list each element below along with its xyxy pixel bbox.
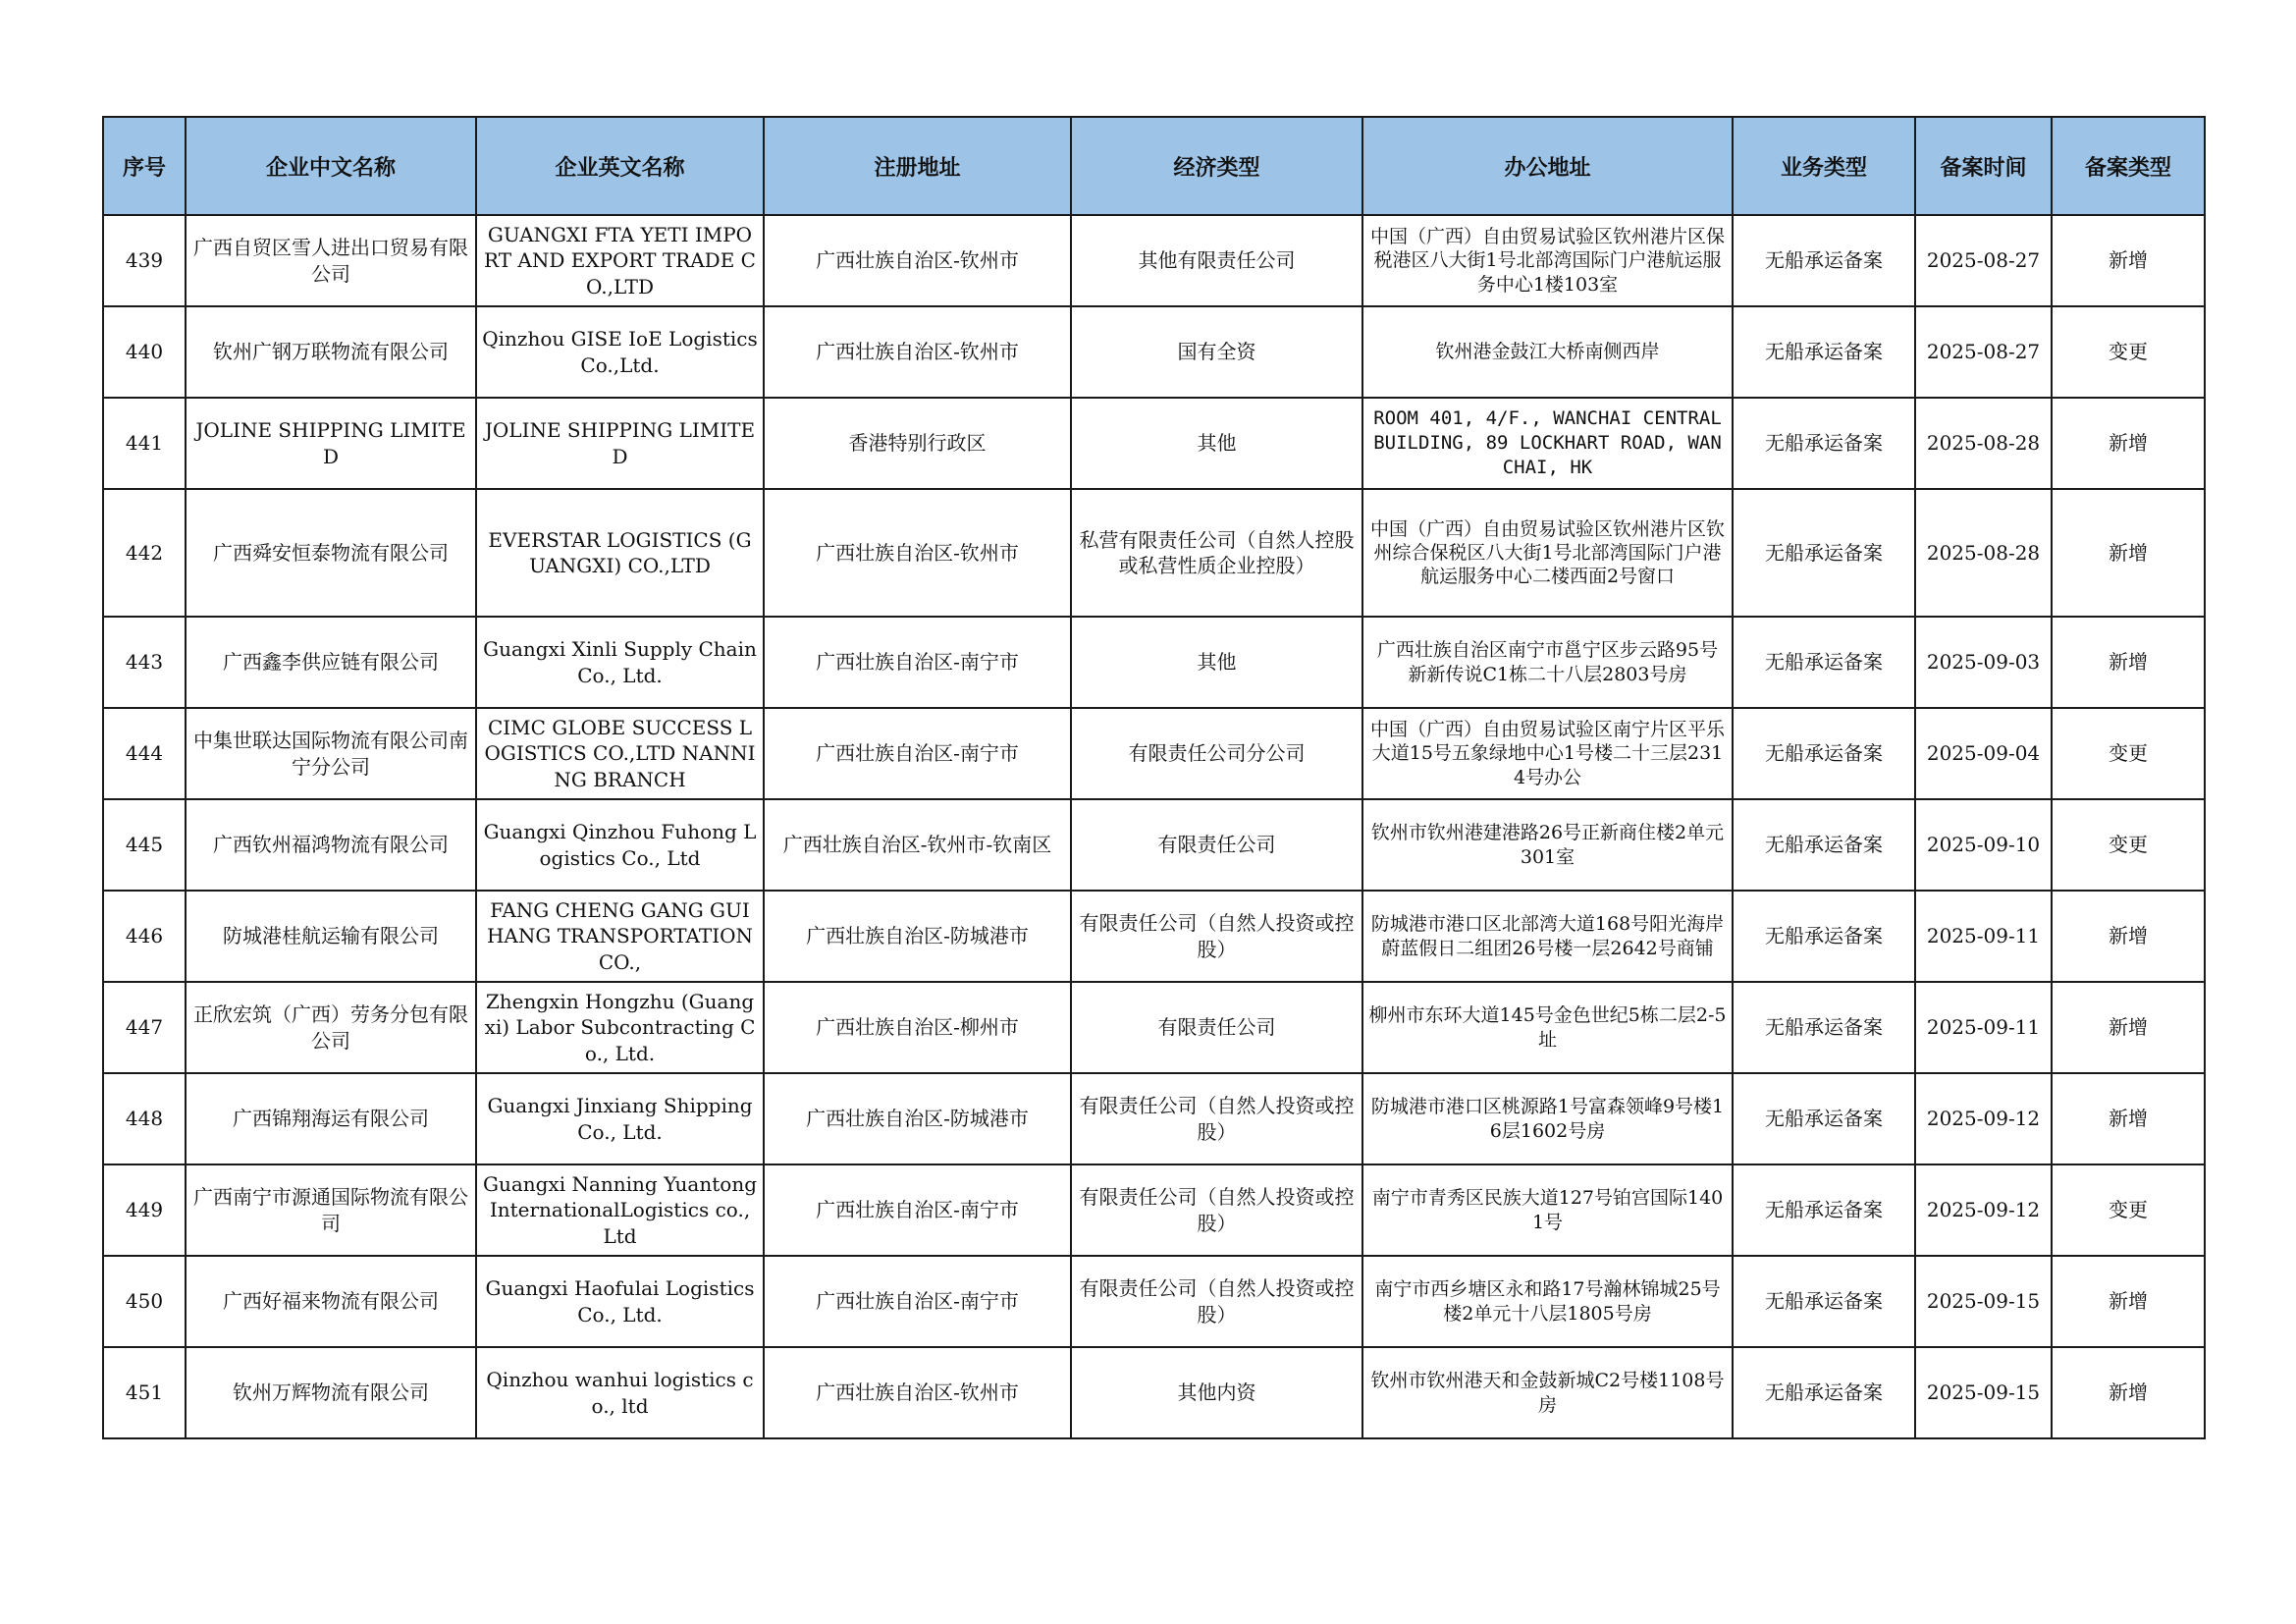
cell-no: 441: [103, 398, 186, 489]
cell-office-addr: 广西壮族自治区南宁市邕宁区步云路95号新新传说C1栋二十八层2803号房: [1362, 617, 1733, 708]
cell-name-en: Guangxi Qinzhou Fuhong Logistics Co., Ltd: [476, 799, 764, 891]
cell-no: 449: [103, 1164, 186, 1256]
cell-no: 448: [103, 1073, 186, 1164]
cell-record-type: 新增: [2052, 617, 2205, 708]
cell-reg-addr: 香港特别行政区: [764, 398, 1071, 489]
cell-biz-type: 无船承运备案: [1733, 982, 1915, 1073]
cell-name-en: EVERSTAR LOGISTICS (GUANGXI) CO.,LTD: [476, 489, 764, 617]
cell-no: 443: [103, 617, 186, 708]
cell-no: 440: [103, 306, 186, 398]
table-row: [103, 215, 2205, 306]
cell-name-cn: 广西锦翔海运有限公司: [186, 1073, 476, 1164]
cell-biz-type: 无船承运备案: [1733, 1073, 1915, 1164]
table-row: [103, 708, 2205, 799]
cell-date: 2025-09-12: [1915, 1164, 2052, 1256]
cell-name-cn: 广西自贸区雪人进出口贸易有限公司: [186, 215, 476, 306]
cell-name-cn: 广西鑫李供应链有限公司: [186, 617, 476, 708]
col-header-name-en: 企业英文名称: [476, 117, 764, 215]
col-header-reg-addr: 注册地址: [764, 117, 1071, 215]
cell-no: 447: [103, 982, 186, 1073]
cell-record-type: 新增: [2052, 982, 2205, 1073]
cell-record-type: 新增: [2052, 215, 2205, 306]
cell-name-en: Qinzhou wanhui logistics co., ltd: [476, 1347, 764, 1438]
cell-date: 2025-09-12: [1915, 1073, 2052, 1164]
cell-biz-type: 无船承运备案: [1733, 215, 1915, 306]
cell-date: 2025-08-28: [1915, 489, 2052, 617]
cell-biz-type: 无船承运备案: [1733, 1256, 1915, 1347]
cell-reg-addr: 广西壮族自治区-钦州市-钦南区: [764, 799, 1071, 891]
cell-record-type: 变更: [2052, 708, 2205, 799]
cell-econ-type: 其他内资: [1071, 1347, 1362, 1438]
cell-name-cn: 防城港桂航运输有限公司: [186, 891, 476, 982]
cell-no: 446: [103, 891, 186, 982]
cell-biz-type: 无船承运备案: [1733, 891, 1915, 982]
cell-name-en: Zhengxin Hongzhu (Guangxi) Labor Subcontracting Co., Ltd.: [476, 982, 764, 1073]
cell-date: 2025-09-15: [1915, 1347, 2052, 1438]
table-row: [103, 398, 2205, 489]
cell-record-type: 新增: [2052, 1073, 2205, 1164]
cell-date: 2025-09-11: [1915, 982, 2052, 1073]
cell-reg-addr: 广西壮族自治区-南宁市: [764, 1256, 1071, 1347]
table-row: [103, 617, 2205, 708]
cell-record-type: 新增: [2052, 1256, 2205, 1347]
cell-name-cn: 中集世联达国际物流有限公司南宁分公司: [186, 708, 476, 799]
cell-biz-type: 无船承运备案: [1733, 708, 1915, 799]
table-row: [103, 1073, 2205, 1164]
col-header-econ-type: 经济类型: [1071, 117, 1362, 215]
col-header-record-type: 备案类型: [2052, 117, 2205, 215]
cell-econ-type: 有限责任公司（自然人投资或控股）: [1071, 1256, 1362, 1347]
cell-office-addr: 钦州市钦州港天和金鼓新城C2号楼1108号房: [1362, 1347, 1733, 1438]
cell-biz-type: 无船承运备案: [1733, 306, 1915, 398]
cell-econ-type: 私营有限责任公司（自然人控股或私营性质企业控股）: [1071, 489, 1362, 617]
col-header-office-addr: 办公地址: [1362, 117, 1733, 215]
cell-reg-addr: 广西壮族自治区-南宁市: [764, 708, 1071, 799]
cell-reg-addr: 广西壮族自治区-防城港市: [764, 891, 1071, 982]
cell-date: 2025-08-28: [1915, 398, 2052, 489]
cell-econ-type: 国有全资: [1071, 306, 1362, 398]
cell-econ-type: 有限责任公司: [1071, 799, 1362, 891]
cell-record-type: 新增: [2052, 398, 2205, 489]
cell-record-type: 变更: [2052, 306, 2205, 398]
cell-office-addr: 钦州港金鼓江大桥南侧西岸: [1362, 306, 1733, 398]
table-row: [103, 891, 2205, 982]
cell-office-addr: 中国（广西）自由贸易试验区钦州港片区保税港区八大街1号北部湾国际门户港航运服务中心1楼103室: [1362, 215, 1733, 306]
table-row: [103, 1256, 2205, 1347]
cell-biz-type: 无船承运备案: [1733, 1164, 1915, 1256]
cell-no: 439: [103, 215, 186, 306]
cell-date: 2025-09-03: [1915, 617, 2052, 708]
cell-office-addr: 钦州市钦州港建港路26号正新商住楼2单元301室: [1362, 799, 1733, 891]
cell-record-type: 新增: [2052, 891, 2205, 982]
cell-reg-addr: 广西壮族自治区-柳州市: [764, 982, 1071, 1073]
cell-office-addr: 南宁市西乡塘区永和路17号瀚林锦城25号楼2单元十八层1805号房: [1362, 1256, 1733, 1347]
cell-name-en: FANG CHENG GANG GUI HANG TRANSPORTATION CO.,: [476, 891, 764, 982]
cell-name-en: Guangxi Xinli Supply Chain Co., Ltd.: [476, 617, 764, 708]
table-row: [103, 489, 2205, 617]
cell-econ-type: 其他: [1071, 398, 1362, 489]
cell-date: 2025-09-15: [1915, 1256, 2052, 1347]
cell-date: 2025-09-04: [1915, 708, 2052, 799]
cell-reg-addr: 广西壮族自治区-南宁市: [764, 1164, 1071, 1256]
cell-name-cn: 广西钦州福鸿物流有限公司: [186, 799, 476, 891]
cell-date: 2025-08-27: [1915, 215, 2052, 306]
cell-name-en: Qinzhou GISE IoE Logistics Co.,Ltd.: [476, 306, 764, 398]
cell-name-cn: 钦州万辉物流有限公司: [186, 1347, 476, 1438]
cell-name-en: JOLINE SHIPPING LIMITED: [476, 398, 764, 489]
cell-office-addr: ROOM 401, 4/F., WANCHAI CENTRAL BUILDING, 89 LOCKHART ROAD, WAN CHAI, HK: [1362, 398, 1733, 489]
cell-econ-type: 有限责任公司: [1071, 982, 1362, 1073]
header-row: [103, 117, 2205, 215]
cell-biz-type: 无船承运备案: [1733, 799, 1915, 891]
table-row: [103, 306, 2205, 398]
cell-econ-type: 有限责任公司（自然人投资或控股）: [1071, 1073, 1362, 1164]
cell-name-en: Guangxi Jinxiang Shipping Co., Ltd.: [476, 1073, 764, 1164]
cell-name-cn: 钦州广钢万联物流有限公司: [186, 306, 476, 398]
cell-name-en: GUANGXI FTA YETI IMPORT AND EXPORT TRADE CO.,LTD: [476, 215, 764, 306]
cell-name-cn: 广西好福来物流有限公司: [186, 1256, 476, 1347]
cell-date: 2025-09-11: [1915, 891, 2052, 982]
registry-table: [102, 116, 2206, 1439]
cell-office-addr: 柳州市东环大道145号金色世纪5栋二层2-5址: [1362, 982, 1733, 1073]
cell-biz-type: 无船承运备案: [1733, 489, 1915, 617]
cell-no: 444: [103, 708, 186, 799]
col-header-date: 备案时间: [1915, 117, 2052, 215]
cell-reg-addr: 广西壮族自治区-钦州市: [764, 306, 1071, 398]
cell-record-type: 新增: [2052, 1347, 2205, 1438]
cell-econ-type: 其他: [1071, 617, 1362, 708]
cell-no: 450: [103, 1256, 186, 1347]
cell-biz-type: 无船承运备案: [1733, 398, 1915, 489]
cell-office-addr: 中国（广西）自由贸易试验区钦州港片区钦州综合保税区八大街1号北部湾国际门户港航运服务中心二楼西面2号窗口: [1362, 489, 1733, 617]
cell-name-en: Guangxi Haofulai Logistics Co., Ltd.: [476, 1256, 764, 1347]
cell-date: 2025-09-10: [1915, 799, 2052, 891]
table-row: [103, 799, 2205, 891]
cell-econ-type: 有限责任公司分公司: [1071, 708, 1362, 799]
cell-record-type: 变更: [2052, 799, 2205, 891]
cell-name-en: Guangxi Nanning YuantongInternationalLogistics co., Ltd: [476, 1164, 764, 1256]
cell-date: 2025-08-27: [1915, 306, 2052, 398]
cell-no: 442: [103, 489, 186, 617]
cell-biz-type: 无船承运备案: [1733, 1347, 1915, 1438]
cell-record-type: 新增: [2052, 489, 2205, 617]
cell-name-cn: 正欣宏筑（广西）劳务分包有限公司: [186, 982, 476, 1073]
cell-reg-addr: 广西壮族自治区-防城港市: [764, 1073, 1071, 1164]
cell-name-cn: JOLINE SHIPPING LIMITED: [186, 398, 476, 489]
cell-office-addr: 防城港市港口区北部湾大道168号阳光海岸蔚蓝假日二组团26号楼一层2642号商铺: [1362, 891, 1733, 982]
cell-name-cn: 广西舜安恒泰物流有限公司: [186, 489, 476, 617]
cell-reg-addr: 广西壮族自治区-南宁市: [764, 617, 1071, 708]
cell-no: 451: [103, 1347, 186, 1438]
col-header-name-cn: 企业中文名称: [186, 117, 476, 215]
cell-name-cn: 广西南宁市源通国际物流有限公司: [186, 1164, 476, 1256]
cell-econ-type: 有限责任公司（自然人投资或控股）: [1071, 1164, 1362, 1256]
col-header-no: 序号: [103, 117, 186, 215]
cell-office-addr: 防城港市港口区桃源路1号富森领峰9号楼16层1602号房: [1362, 1073, 1733, 1164]
cell-record-type: 变更: [2052, 1164, 2205, 1256]
cell-no: 445: [103, 799, 186, 891]
cell-office-addr: 南宁市青秀区民族大道127号铂宫国际1401号: [1362, 1164, 1733, 1256]
table-row: [103, 982, 2205, 1073]
cell-office-addr: 中国（广西）自由贸易试验区南宁片区平乐大道15号五象绿地中心1号楼二十三层2314号办公: [1362, 708, 1733, 799]
cell-econ-type: 其他有限责任公司: [1071, 215, 1362, 306]
cell-reg-addr: 广西壮族自治区-钦州市: [764, 489, 1071, 617]
cell-econ-type: 有限责任公司（自然人投资或控股）: [1071, 891, 1362, 982]
table-row: [103, 1164, 2205, 1256]
cell-name-en: CIMC GLOBE SUCCESS LOGISTICS CO.,LTD NANNING BRANCH: [476, 708, 764, 799]
cell-reg-addr: 广西壮族自治区-钦州市: [764, 215, 1071, 306]
table-row: [103, 1347, 2205, 1438]
col-header-biz-type: 业务类型: [1733, 117, 1915, 215]
cell-reg-addr: 广西壮族自治区-钦州市: [764, 1347, 1071, 1438]
cell-biz-type: 无船承运备案: [1733, 617, 1915, 708]
